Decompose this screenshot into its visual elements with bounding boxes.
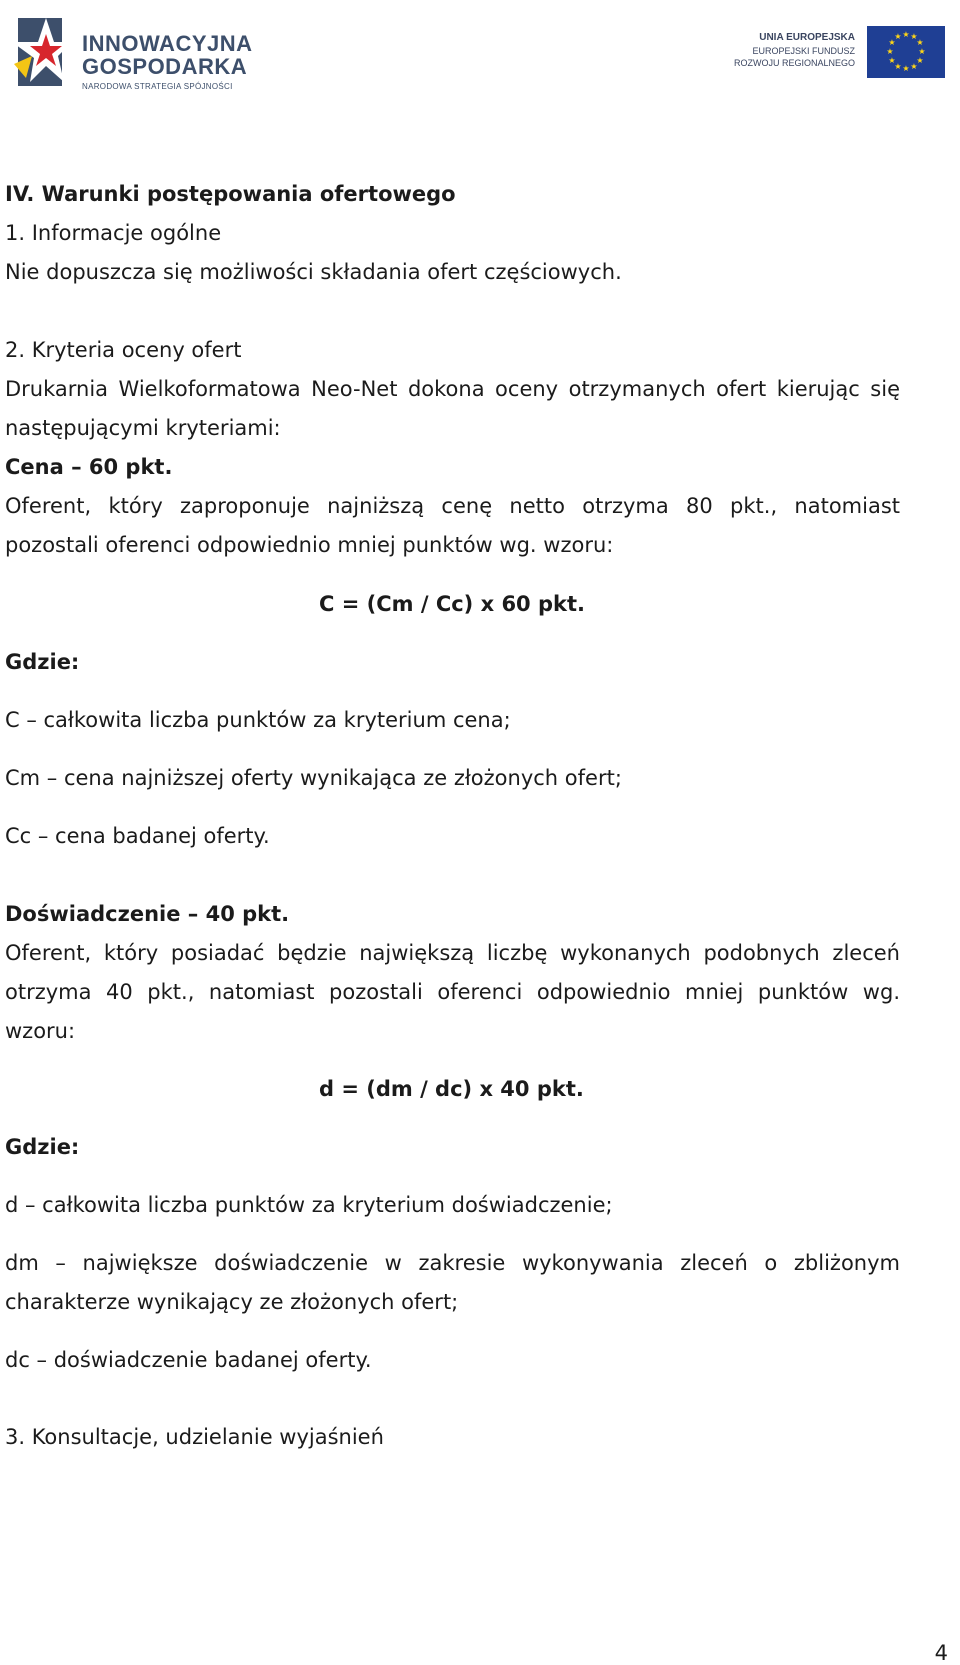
criteria-intro-line2: następującymi kryteriami: bbox=[5, 416, 281, 440]
section-title: IV. Warunki postępowania ofertowego bbox=[5, 182, 456, 206]
price-definition-cm: Cm – cena najniższej oferty wynikająca ze złożonych ofert; bbox=[5, 766, 622, 790]
logo-title-line2: GOSPODARKA bbox=[82, 54, 248, 79]
star-logo-icon bbox=[10, 12, 74, 92]
svg-text:★: ★ bbox=[888, 56, 896, 65]
criteria-intro-line1: Drukarnia Wielkoformatowa Neo-Net dokona oceny otrzymanych ofert kierując się bbox=[5, 377, 900, 401]
document-body bbox=[5, 175, 900, 1457]
experience-where-label: Gdzie: bbox=[5, 1135, 80, 1159]
experience-definition-d: d – całkowita liczba punktów za kryterium doświadczenie; bbox=[5, 1193, 613, 1217]
svg-text:★: ★ bbox=[910, 32, 918, 41]
svg-text:★: ★ bbox=[894, 62, 902, 71]
price-formula: C = (Cm / Cc) x 60 pkt. bbox=[319, 592, 585, 616]
spacer bbox=[5, 292, 900, 331]
subsection-1-text: Nie dopuszcza się możliwości składania ofert częściowych. bbox=[5, 260, 622, 284]
experience-formula: d = (dm / dc) x 40 pkt. bbox=[319, 1077, 584, 1101]
svg-text:★: ★ bbox=[918, 47, 926, 56]
svg-text:★: ★ bbox=[916, 38, 924, 47]
innowacyjna-gospodarka-logo bbox=[10, 12, 270, 92]
experience-criterion-heading: Doświadczenie – 40 pkt. bbox=[5, 902, 290, 926]
subsection-1-title: 1. Informacje ogólne bbox=[5, 221, 222, 245]
subsection-3-title: 3. Konsultacje, udzielanie wyjaśnień bbox=[5, 1425, 384, 1449]
eu-logo bbox=[700, 26, 945, 86]
svg-text:★: ★ bbox=[894, 32, 902, 41]
eu-logo-line2: EUROPEJSKI FUNDUSZ bbox=[752, 46, 855, 56]
price-definition-c: C – całkowita liczba punktów za kryterium cena; bbox=[5, 708, 511, 732]
spacer bbox=[5, 1051, 900, 1070]
logo-title-line1: INNOWACYJNA bbox=[82, 31, 253, 56]
eu-logo-line3: ROZWOJU REGIONALNEGO bbox=[733, 58, 855, 68]
price-where-label: Gdzie: bbox=[5, 650, 80, 674]
svg-text:★: ★ bbox=[902, 64, 910, 73]
svg-text:★: ★ bbox=[910, 62, 918, 71]
experience-definition-dm-line2: charakterze wynikający ze złożonych ofert; bbox=[5, 1290, 459, 1314]
price-criterion-text-line2: pozostali oferenci odpowiednio mniej punktów wg. wzoru: bbox=[5, 533, 614, 557]
svg-text:★: ★ bbox=[902, 30, 910, 39]
experience-criterion-text-line2: otrzyma 40 pkt., natomiast pozostali oferenci odpowiednio mniej punktów wg. bbox=[5, 980, 900, 1004]
svg-text:★: ★ bbox=[916, 56, 924, 65]
eu-logo-line1: UNIA EUROPEJSKA bbox=[759, 32, 855, 43]
page-header bbox=[0, 0, 960, 110]
experience-criterion-text-line1: Oferent, który posiadać będzie największą liczbę wykonanych podobnych zleceń bbox=[5, 941, 900, 965]
page-number: 4 bbox=[934, 1641, 948, 1665]
price-definition-cc: Cc – cena badanej oferty. bbox=[5, 824, 270, 848]
price-criterion-heading: Cena – 60 pkt. bbox=[5, 455, 173, 479]
eu-flag-icon bbox=[867, 26, 945, 78]
price-criterion-text-line1: Oferent, który zaproponuje najniższą cenę netto otrzyma 80 pkt., natomiast bbox=[5, 494, 900, 518]
experience-definition-dm-line1: dm – największe doświadczenie w zakresie wykonywania zleceń o zbliżonym bbox=[5, 1251, 900, 1275]
experience-criterion-text-line3: wzoru: bbox=[5, 1019, 76, 1043]
spacer bbox=[5, 565, 900, 585]
svg-text:★: ★ bbox=[886, 47, 894, 56]
experience-definition-dc: dc – doświadczenie badanej oferty. bbox=[5, 1348, 372, 1372]
subsection-2-title: 2. Kryteria oceny ofert bbox=[5, 338, 242, 362]
logo-tagline: NARODOWA STRATEGIA SPÓJNOŚCI bbox=[82, 82, 233, 91]
svg-text:★: ★ bbox=[888, 38, 896, 47]
